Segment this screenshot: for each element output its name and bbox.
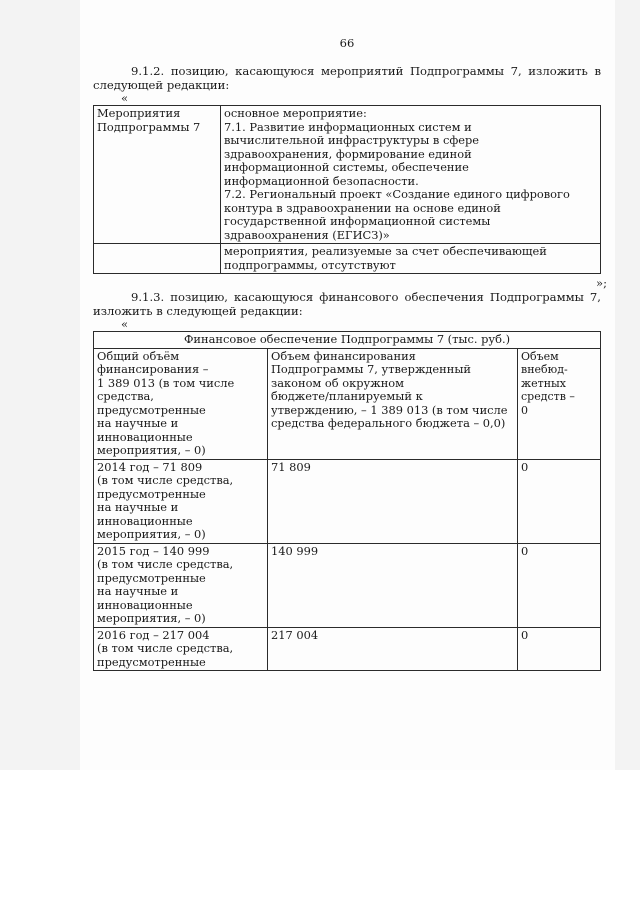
content-line: здравоохранения (ЕГИСЗ)» <box>224 227 390 242</box>
cell-line: 2016 год – 217 004 <box>97 627 210 642</box>
close-quote-912: »; <box>596 276 607 290</box>
cell-line: 0 <box>521 403 528 417</box>
cell-line: финансирования – <box>97 362 209 376</box>
table-row <box>94 627 601 671</box>
extrabudget-value-cell: 0 <box>518 543 601 627</box>
document-content <box>93 36 607 671</box>
label-line: Подпрограммы 7 <box>97 119 201 134</box>
cell-line: на научные и <box>97 416 179 430</box>
cell-line: (в том числе средства, <box>97 557 234 571</box>
year-cell <box>94 543 268 627</box>
cell-line: инновационные <box>97 597 193 612</box>
measures-label-cell <box>94 106 221 244</box>
extrabudget-value-cell: 0 <box>518 459 601 543</box>
year-cell <box>94 459 268 543</box>
table-row <box>94 244 601 274</box>
content-line: подпрограммы, отсутствуют <box>224 257 396 272</box>
cell-line: на научные и <box>97 584 179 598</box>
cell-line: Общий объём <box>97 348 180 363</box>
cell-line: Подпрограммы 7, утвержденный <box>271 362 472 376</box>
cell-line: 1 389 013 (в том числе <box>97 375 235 390</box>
empty-cell <box>94 244 221 274</box>
table-title: Финансовое обеспечение Подпрограммы 7 (тыс. руб.) <box>94 332 601 349</box>
content-line: государственной информационной системы <box>224 214 491 228</box>
label-line: Мероприятия <box>97 106 181 120</box>
content-line: вычислительной инфраструктуры в сфере <box>224 133 480 147</box>
cell-line: Объем финансирования <box>271 348 416 363</box>
cell-line: предусмотренные <box>97 570 206 585</box>
cell-line: утверждению, – 1 389 013 (в том числе <box>271 402 508 417</box>
content-line: здравоохранения, формирование единой <box>224 146 472 161</box>
table-header-row <box>94 348 601 459</box>
cell-line: бюджете/планируемый к <box>271 389 423 403</box>
cell-line: предусмотренные <box>97 402 206 417</box>
content-line: мероприятия, реализуемые за счет обеспечивающей <box>224 244 547 258</box>
table-title-row <box>94 332 601 349</box>
header-total-cell <box>94 348 268 459</box>
content-line: 7.1. Развитие информационных систем и <box>224 119 472 134</box>
budget-value-cell: 217 004 <box>268 627 518 671</box>
cell-line: предусмотренные <box>97 654 206 669</box>
cell-line: средств – <box>521 390 575 403</box>
table-row <box>94 106 601 244</box>
section-913-text: 9.1.3. позицию, касающуюся финансового обеспечения Подпрограммы 7, изложить в следующей редакции: <box>93 290 601 318</box>
cell-line: на научные и <box>97 500 179 514</box>
measures-content-cell <box>221 106 601 244</box>
cell-line: (в том числе средства, <box>97 473 234 487</box>
content-line: информационной безопасности. <box>224 173 419 188</box>
extrabudget-value-cell: 0 <box>518 627 601 671</box>
budget-value-cell: 140 999 <box>268 543 518 627</box>
cell-line: инновационные <box>97 429 193 444</box>
table-row <box>94 543 601 627</box>
cell-line: инновационные <box>97 513 193 528</box>
financing-table <box>93 331 601 671</box>
content-line: 7.2. Региональный проект «Создание единого цифрового <box>224 187 570 201</box>
table-row <box>94 459 601 543</box>
cell-line: внебюд- <box>521 363 568 376</box>
measures-table <box>93 105 601 274</box>
content-line: информационной системы, обеспечение <box>224 160 469 174</box>
header-extrabudget-cell <box>518 348 601 459</box>
year-cell <box>94 627 268 671</box>
cell-line: мероприятия, – 0) <box>97 611 206 625</box>
section-912-text: 9.1.2. позицию, касающуюся мероприятий Подпрограммы 7, изложить в следующей редакции: <box>93 64 601 92</box>
cell-line: средства, <box>97 389 154 403</box>
open-quote-912: « <box>121 91 129 105</box>
content-line: основное мероприятие: <box>224 106 367 120</box>
page-number: 66 <box>339 36 355 50</box>
cell-line: (в том числе средства, <box>97 641 234 655</box>
cell-line: 2015 год – 140 999 <box>97 543 210 558</box>
cell-line: законом об окружном <box>271 375 405 390</box>
cell-line: 2014 год – 71 809 <box>97 459 203 474</box>
cell-line: предусмотренные <box>97 486 206 501</box>
cell-line: мероприятия, – 0) <box>97 527 206 541</box>
budget-value-cell: 71 809 <box>268 459 518 543</box>
cell-line: средства федерального бюджета – 0,0) <box>271 416 506 430</box>
cell-line: Объем <box>521 349 559 363</box>
open-quote-913: « <box>121 317 129 331</box>
measures-note-cell <box>221 244 601 274</box>
cell-line: мероприятия, – 0) <box>97 443 206 457</box>
header-budget-cell <box>268 348 518 459</box>
content-line: контура в здравоохранении на основе единой <box>224 200 501 215</box>
cell-line: жетных <box>521 376 567 390</box>
